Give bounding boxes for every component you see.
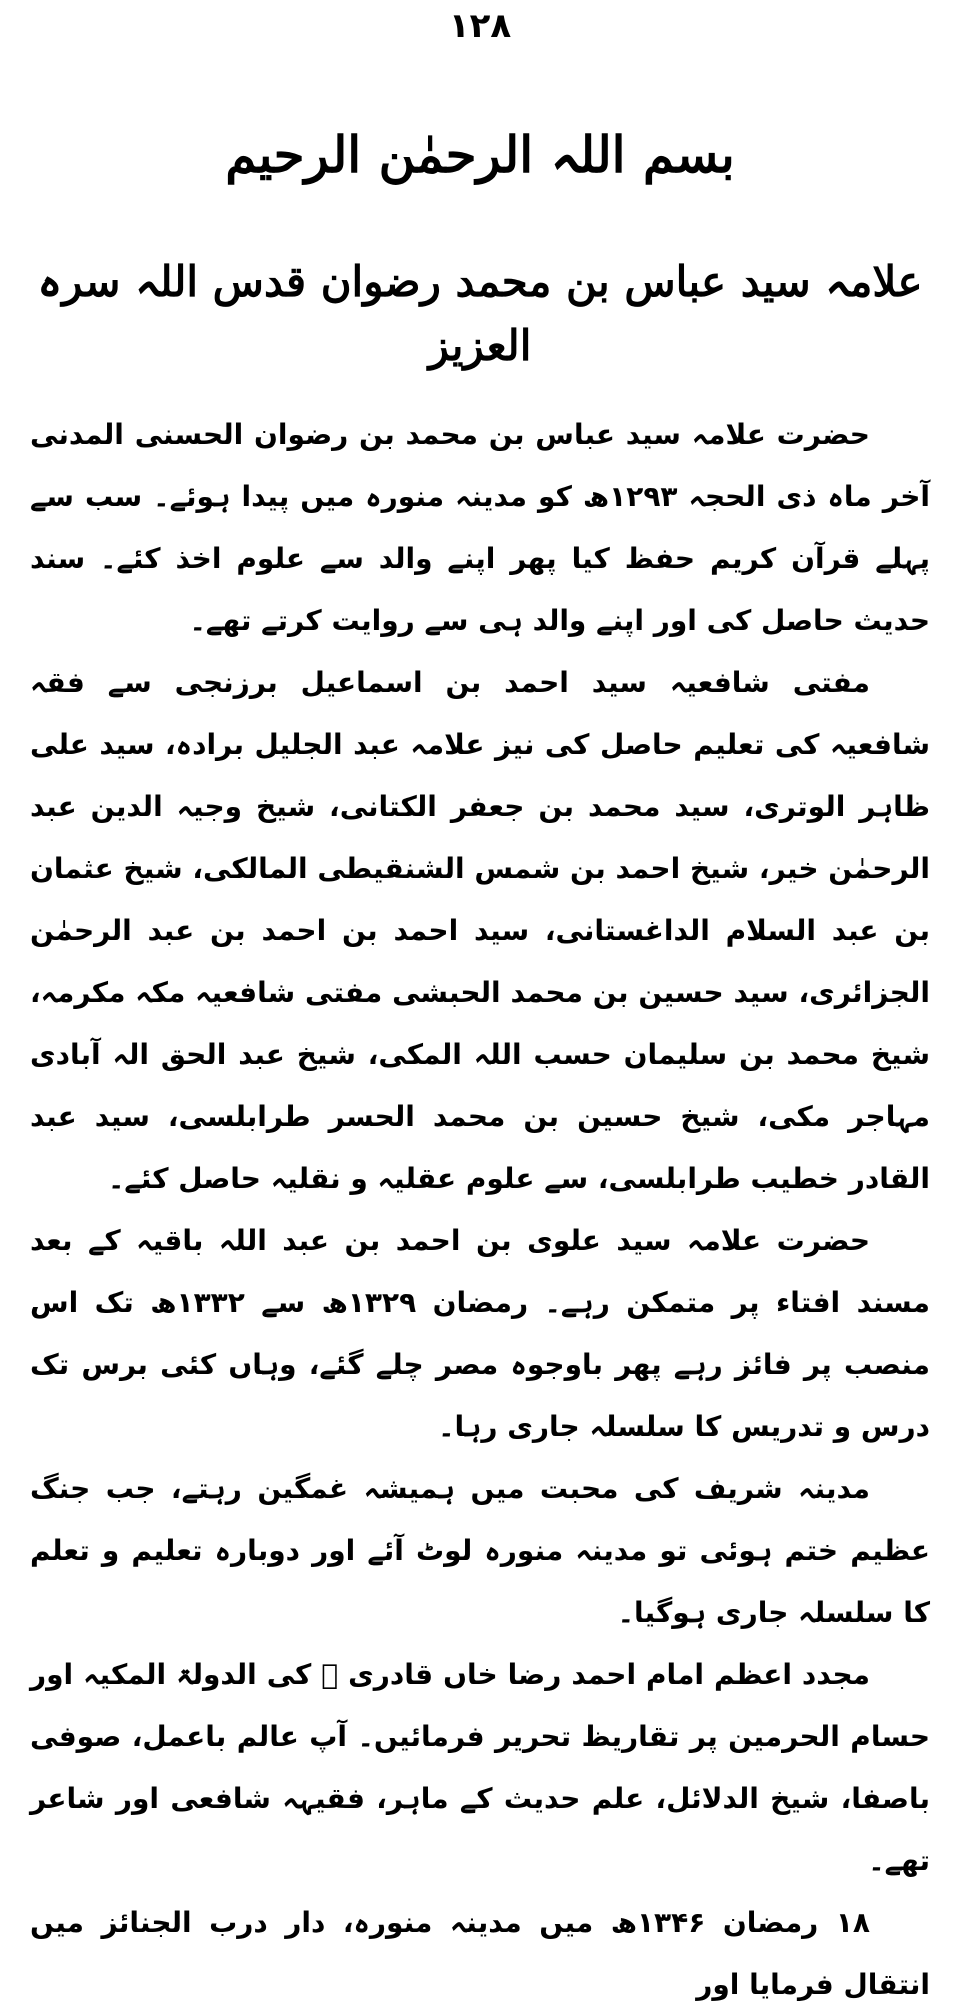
body-text: [30, 404, 930, 2016]
page-number: ۱۲۸: [448, 6, 512, 46]
bismillah-heading: بسم اللہ الرحمٰن الرحیم: [225, 125, 735, 184]
paragraph-death: ۱۸ رمضان ۱۳۴۶ھ میں مدینہ منورہ، دار درب الجنائز میں انتقال فرمایا اور: [30, 1906, 930, 2001]
paragraph-ifta: حضرت علامہ سید علوی بن احمد بن عبد اللہ باقیہ کے بعد مسند افتاء پر متمکن رہے۔ رمضان ۱۳۲۹ھ سے ۱۳۳۲ھ تک اس منصب پر فائز رہے پھر باوجوہ مصر چلے گئے، وہاں کئی برس تک درس و تدریس کا سلسلہ جاری رہا۔: [30, 1224, 930, 1443]
page-title: علامہ سید عباس بن محمد رضوان قدس اللہ سرہ العزیز: [37, 257, 923, 370]
paragraph-return-madina: مدینہ شریف کی محبت میں ہمیشہ غمگین رہتے، جب جنگ عظیم ختم ہوئی تو مدینہ منورہ لوٹ آئے اور دوبارہ تعلیم و تعلم کا سلسلہ جاری ہوگیا۔: [30, 1472, 930, 1629]
paragraph-teachers: مفتی شافعیہ سید احمد بن اسماعیل برزنجی سے فقہ شافعیہ کی تعلیم حاصل کی نیز علامہ عبد الجلیل برادہ، سید علی ظاہر الوتری، سید محمد بن جعفر الکتانی، شیخ وجیہ الدین عبد الرحمٰن خیر، شیخ احمد بن شمس الشنقیطی المالکی، شیخ عثمان بن عبد السلام الداغستانی، سید احمد بن احمد بن عبد الرحمٰن الجزائری، سید حسین بن محمد الحبشی مفتی شافعیہ مکہ مکرمہ، شیخ محمد بن سلیمان حسب اللہ المکی، شیخ عبد الحق الہ آبادی مہاجر مکی، شیخ حسین بن محمد الحسر طرابلسی، سید عبد القادر خطیب طرابلسی، سے علوم عقلیہ و نقلیہ حاصل کئے۔: [30, 666, 930, 1195]
paragraph-birth: حضرت علامہ سید عباس بن محمد بن رضوان الحسنی المدنی آخر ماہ ذی الحجہ ۱۲۹۳ھ کو مدینہ منورہ میں پیدا ہوئے۔ سب سے پہلے قرآن کریم حفظ کیا پھر اپنے والد سے علوم اخذ کئے۔ سند حدیث حاصل کی اور اپنے والد ہی سے روایت کرتے تھے۔: [30, 418, 930, 637]
paragraph-taqariz: مجدد اعظم امام احمد رضا خاں قادری ﷫ کی الدولۃ المکیہ اور حسام الحرمین پر تقاریظ تحریر فرمائیں۔ آپ عالم باعمل، صوفی باصفا، شیخ الدلائل، علم حدیث کے ماہر، فقیہہ شافعی اور شاعر تھے۔: [30, 1658, 930, 1877]
